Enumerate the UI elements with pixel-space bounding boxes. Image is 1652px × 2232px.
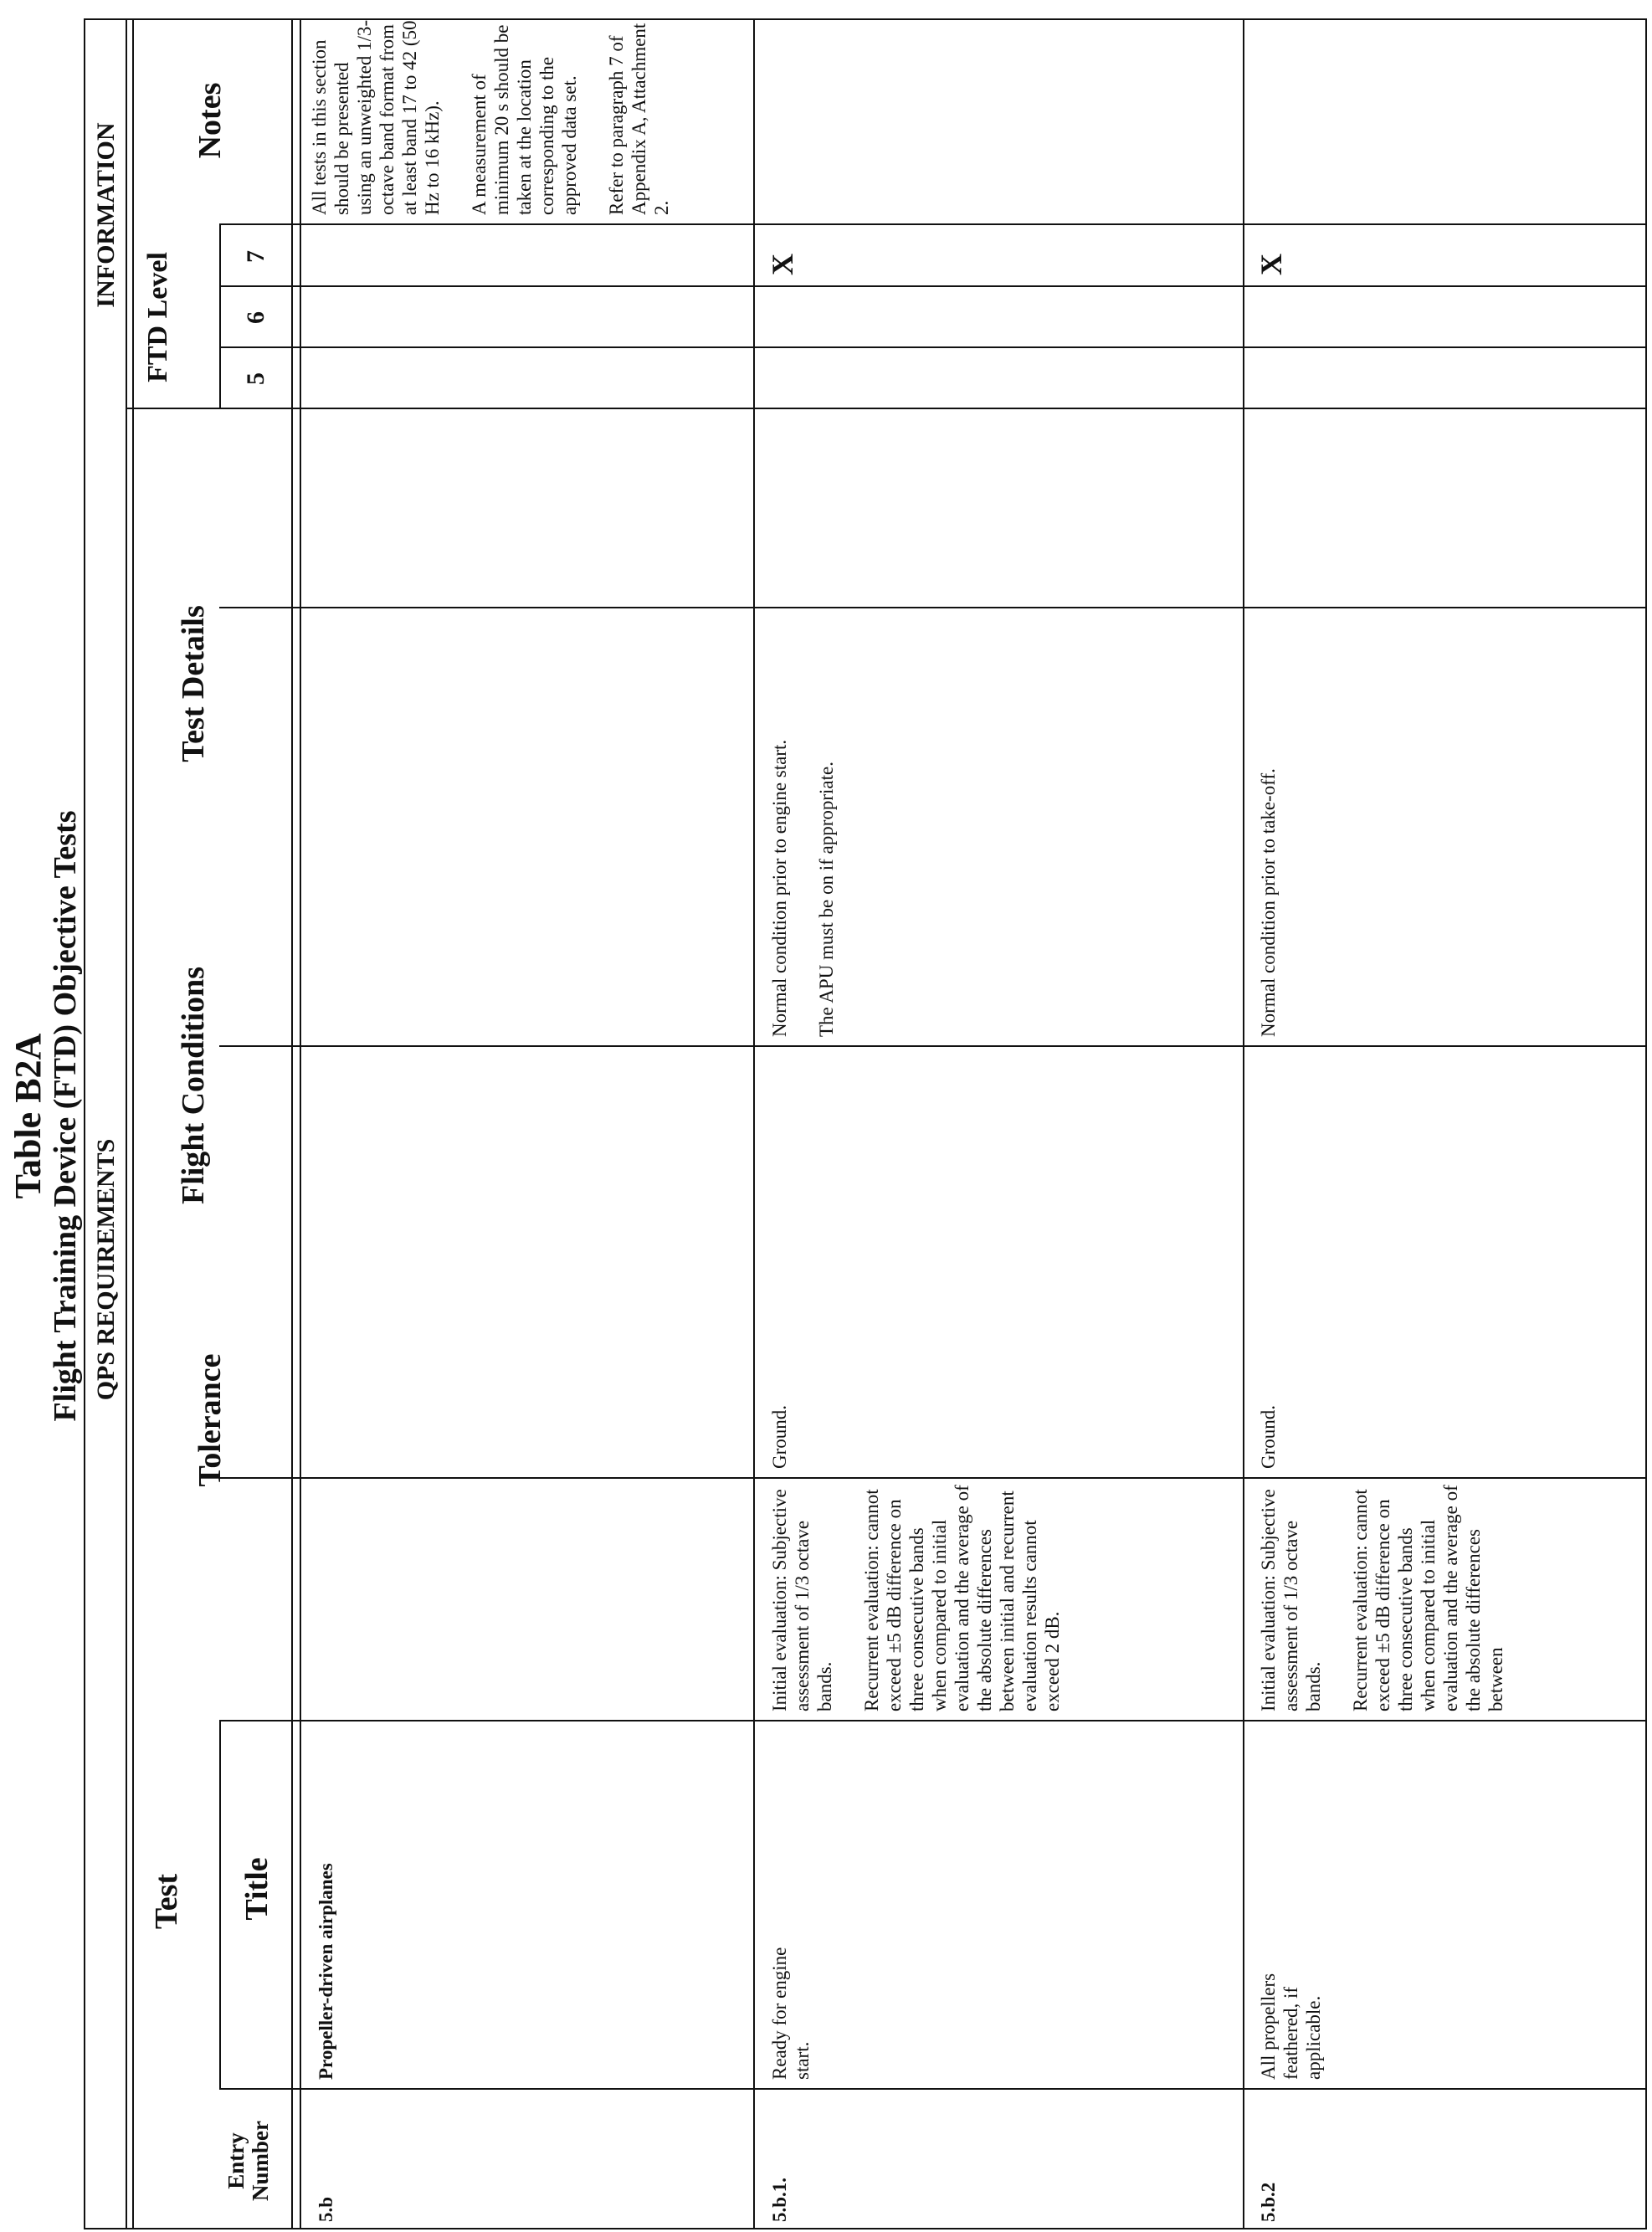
col-line-entry <box>219 2088 1647 2090</box>
note-paragraph: A measurement of minimum 20 s should be taken at the location corresponding to the approved data set. <box>469 24 580 215</box>
test-details-header: Test Details <box>176 605 211 762</box>
tolerance-header: Tolerance <box>192 1353 228 1487</box>
tolerance-paragraph: Initial evaluation: Subjective assessment of 1/3 octave bands. <box>769 1489 835 1711</box>
test-detail-paragraph: Normal condition prior to engine start. <box>769 739 790 1037</box>
title-header: Title <box>239 1857 274 1921</box>
row-5b1-tolerance <box>768 1484 1088 1711</box>
row-line-2 <box>1243 18 1244 2229</box>
header-bottom-line-2 <box>300 18 301 2229</box>
information-label: INFORMATION <box>92 122 120 308</box>
tolerance-paragraph: Recurrent evaluation: cannot exceed ±5 dB difference on three consecutive bands when compared to initial evaluation and the average of the absolute differences between initial and recurrent evaluation results cannot exceed 2 dB. <box>861 1485 1063 1711</box>
test-header: Test <box>149 1873 184 1930</box>
ftd-level-sub-line <box>219 225 221 409</box>
level-7-header: 7 <box>242 250 269 263</box>
qps-info-divider <box>126 408 1647 409</box>
table-id: Table B2A <box>8 1033 49 1199</box>
level-6-header: 6 <box>242 311 269 324</box>
level-5-header: 5 <box>242 372 269 385</box>
tolerance-paragraph: Initial evaluation: Subjective assessment of 1/3 octave bands. <box>1258 1489 1324 1711</box>
row-5b1-entry: 5.b.1. <box>769 2177 790 2222</box>
col-line-title <box>219 1720 1647 1721</box>
row-5b-entry: 5.b <box>316 2196 336 2222</box>
row-5b2-entry: 5.b.2 <box>1258 2182 1279 2222</box>
col-line-tolerance <box>219 1477 1647 1479</box>
entry-number-header: Entry Number <box>223 2121 273 2201</box>
col-line-level-7 <box>219 223 1647 225</box>
note-paragraph: All tests in this section should be presented using an unweighted 1/3-octave band format from at least band 17 to 42 (50 Hz to 16 kHz). <box>309 19 443 215</box>
row-5b1-flight-conditions: Ground. <box>769 1404 790 1469</box>
row-line-1 <box>753 18 755 2229</box>
header-bottom-line <box>291 18 293 2229</box>
col-line-flight-cond <box>219 1045 1647 1047</box>
band-line-inner <box>132 18 134 2229</box>
test-detail-paragraph: Normal condition prior to take-off. <box>1258 768 1279 1037</box>
row-5b2-tolerance <box>1257 1484 1531 1711</box>
notes-header: Notes <box>192 82 228 159</box>
row-5b1-test-details <box>768 618 862 1037</box>
band-line <box>126 18 127 2229</box>
note-paragraph: Refer to paragraph 7 of Appendix A, Attachment 2. <box>606 23 672 215</box>
row-5b1-title: Ready for engine start. <box>769 1947 813 2080</box>
col-line-level-6 <box>219 285 1647 287</box>
row-5b2-level7-check: X <box>1254 254 1288 275</box>
tolerance-paragraph: Recurrent evaluation: cannot exceed ±5 dB difference on three consecutive bands when compared to initial evaluation and the average of the absolute differences between <box>1350 1485 1506 1711</box>
col-line-level-5 <box>219 346 1647 348</box>
test-detail-paragraph: The APU must be on if appropriate. <box>816 762 837 1037</box>
ftd-level-header: FTD Level <box>142 252 173 382</box>
col-line-test-details <box>219 607 1647 608</box>
row-5b-title: Propeller-driven airplanes <box>316 1863 336 2080</box>
row-5b2-title: All propellers feathered, if applicable. <box>1258 1973 1324 2080</box>
flight-conditions-header: Flight Conditions <box>176 966 211 1205</box>
row-5b2-test-details <box>1257 618 1304 1037</box>
test-sub-line <box>219 1721 221 2090</box>
row-5b1-level7-check: X <box>766 254 799 275</box>
row-5b-notes <box>308 18 697 215</box>
row-5b2-flight-conditions: Ground. <box>1258 1404 1279 1469</box>
table-title: Flight Training Device (FTD) Objective Tests <box>48 810 83 1422</box>
qps-requirements-label: QPS REQUIREMENTS <box>92 1138 120 1401</box>
